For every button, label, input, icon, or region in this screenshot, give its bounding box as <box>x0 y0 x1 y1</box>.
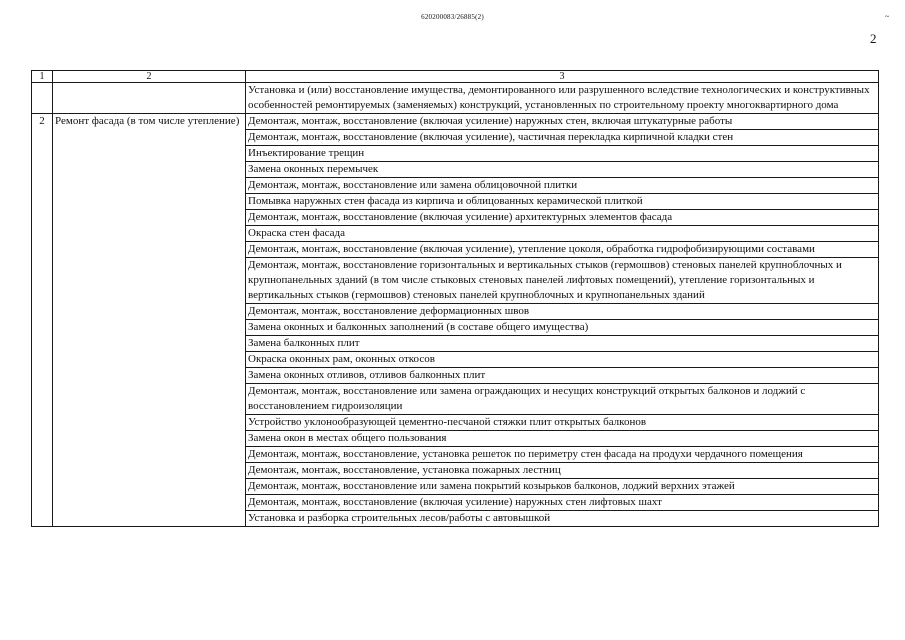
header-col-2: 2 <box>53 71 246 83</box>
work-item: Замена балконных плит <box>246 336 879 352</box>
work-item: Демонтаж, монтаж, восстановление, установка решеток по периметру стен фасада на продухи чердачного помещения <box>246 447 879 463</box>
work-item: Демонтаж, монтаж, восстановление, установка пожарных лестниц <box>246 463 879 479</box>
work-item: Помывка наружных стен фасада из кирпича и облицованных керамической плиткой <box>246 194 879 210</box>
work-item: Демонтаж, монтаж, восстановление (включая усиление) наружных стен, включая штукатурные работы <box>246 114 879 130</box>
work-item: Окраска стен фасада <box>246 226 879 242</box>
work-item: Демонтаж, монтаж, восстановление деформационных швов <box>246 304 879 320</box>
work-item: Замена оконных и балконных заполнений (в составе общего имущества) <box>246 320 879 336</box>
work-item: Окраска оконных рам, оконных откосов <box>246 352 879 368</box>
work-item: Демонтаж, монтаж, восстановление (включая усиление) наружных стен лифтовых шахт <box>246 495 879 511</box>
work-item: Демонтаж, монтаж, восстановление или замена покрытий козырьков балконов, лоджий верхних этажей <box>246 479 879 495</box>
works-table <box>31 70 879 527</box>
table-row <box>32 114 879 130</box>
work-item: Замена оконных перемычек <box>246 162 879 178</box>
document-id: 620200083/26885(2) <box>421 13 484 21</box>
header-col-3: 3 <box>246 71 879 83</box>
work-item: Замена оконных отливов, отливов балконных плит <box>246 368 879 384</box>
intro-text: Установка и (или) восстановление имущества, демонтированного или разрушенного вследствие технологических и конструктивных особенностей ремонтируемых (заменяемых) конструкций, установленных по строительному проекту многоквартирного дома <box>246 83 879 114</box>
work-item: Демонтаж, монтаж, восстановление (включая усиление) архитектурных элементов фасада <box>246 210 879 226</box>
corner-mark: ~ <box>885 12 890 21</box>
work-item: Инъектирование трещин <box>246 146 879 162</box>
section-number: 2 <box>32 114 53 527</box>
section-name: Ремонт фасада (в том числе утепление) <box>53 114 246 527</box>
work-item: Демонтаж, монтаж, восстановление или замена облицовочной плитки <box>246 178 879 194</box>
header-row <box>32 71 879 83</box>
work-item: Демонтаж, монтаж, восстановление (включая усиление), частичная перекладка кирпичной кладки стен <box>246 130 879 146</box>
work-item: Устройство уклонообразующей цементно-песчаной стяжки плит открытых балконов <box>246 415 879 431</box>
work-item: Демонтаж, монтаж, восстановление или замена ограждающих и несущих конструкций открытых балконов и лоджий с восстановлением гидроизоляции <box>246 384 879 415</box>
page-number: 2 <box>870 31 877 46</box>
work-item: Демонтаж, монтаж, восстановление (включая усиление), утепление цоколя, обработка гидрофобизирующими составами <box>246 242 879 258</box>
header-col-1: 1 <box>32 71 53 83</box>
work-item: Замена окон в местах общего пользования <box>246 431 879 447</box>
work-item: Демонтаж, монтаж, восстановление горизонтальных и вертикальных стыков (гермошвов) стеновых панелей крупноблочных и крупнопанельных зданий (в том числе стыковых стеновых панелей лифтовых помещений), утепление горизонтальных и вертикальных стыков (гермошвов) стеновых панелей крупноблочных и крупнопанельных зданий <box>246 258 879 304</box>
intro-num-cell <box>32 83 53 114</box>
intro-row <box>32 83 879 114</box>
intro-name-cell <box>53 83 246 114</box>
work-item: Установка и разборка строительных лесов/работы с автовышкой <box>246 511 879 527</box>
